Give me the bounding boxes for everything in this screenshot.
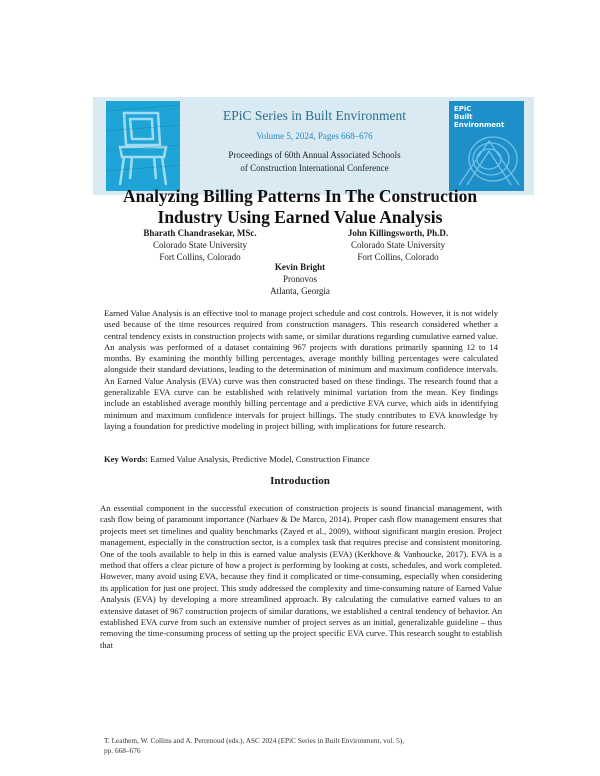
series-title: EPiC Series in Built Environment <box>223 108 406 123</box>
author-block <box>318 227 478 263</box>
logo-text-line: Environment <box>454 121 505 129</box>
paper-title <box>60 186 540 228</box>
chair-logo <box>106 101 180 191</box>
citation-footer <box>104 736 514 756</box>
author-location: Fort Collins, Colorado <box>357 252 439 262</box>
logo-text <box>454 105 504 129</box>
footer-line: T. Leathem, W. Collins and A. Perrenoud (eds.), ASC 2024 (EPiC Series in Built Environment, vol. 5), <box>104 736 405 745</box>
author-name: Kevin Bright <box>274 262 326 272</box>
logo-text-line: Built <box>454 113 473 121</box>
author-location: Fort Collins, Colorado <box>159 252 241 262</box>
author-block <box>110 227 290 263</box>
section-body: An essential component in the successful execution of construction projects is sound financial management, with cash flow being of paramount importance (Narbaev & De Marco, 2014). Proper cash flow management ensures that projects meet set timelines and quality benchmarks (Zayed et al., 2009), without significant margin erosion. Project management, especially in the construction sector, is a complex task that requires precise and consistent monitoring. One of the tools available to help in this is earned value analysis (EVA) (Kerkhove & Vanhoucke, 2017). EVA is a method that offers a clear picture of how a project is performing by looking at costs, schedules, and work completed. However, many avoid using EVA, because they find it complicated or time-consuming, especially when considering its application for just one project. This study addressed the complexity and time-consuming nature of Earned Value Analysis (EVA) by developing a more streamlined approach. By calculating the cumulative earned values to an extensive dataset of 967 construction projects of similar durations, we established a central tendency of behavior. An established EVA curve from such an extensive number of project serves as an initial, generalizable guideline – thus removing the time-consuming process of setting up the project specific EVA curve. This research sought to establish that <box>100 503 502 650</box>
section-heading: Introduction <box>270 475 330 487</box>
abstract: Earned Value Analysis is an effective tool to manage project schedule and cost controls. However, it is not widely used because of the time resources required from construction managers. This research considered whether a central tendency exists in construction projects with same, or similar durations regarding cumulative earned value. An analysis was performed of a dataset containing 967 projects with durations primarily spanning 12 to 14 months. By examining the monthly billing percentages, average monthly billing percentages were calculated alongside their standard deviations, leading to the determination of minimum and maximum confidence intervals. An Earned Value Analysis (EVA) curve was then constructed based on these findings. The research found that a generalizable EVA curve can be established with relatively minimal variation from the mean. Key findings include an established average monthly billing percentage and a predictive EVA curve, which aids in identifying minimum and maximum confidence intervals for project billings. The study contributes to EVA knowledge by laying a foundation for predictive modeling in project billing, with implications for future research. <box>104 308 498 431</box>
author-affiliation: Pronovos <box>282 274 317 284</box>
title-line: Analyzing Billing Patterns In The Construction <box>122 186 478 206</box>
author-location: Atlanta, Georgia <box>270 286 330 296</box>
chair-icon <box>106 101 180 191</box>
author-name: John Killingsworth, Ph.D. <box>347 228 449 238</box>
proceedings-line: Proceedings of 60th Annual Associated Schools <box>228 150 401 160</box>
author-block <box>200 261 400 297</box>
epic-built-environment-logo <box>449 101 524 191</box>
proceedings <box>180 149 449 175</box>
proceedings-line: of Construction International Conference <box>240 163 389 173</box>
keywords <box>104 454 504 464</box>
volume-pages: Volume 5, 2024, Pages 668–676 <box>256 131 373 141</box>
author-affiliation: Colorado State University <box>153 240 247 250</box>
footer-line: pp. 668–676 <box>104 746 141 755</box>
keywords-label: Key Words: <box>104 454 149 464</box>
author-affiliation: Colorado State University <box>351 240 445 250</box>
logo-text-line: EPiC <box>454 105 472 113</box>
author-name: Bharath Chandrasekar, MSc. <box>143 228 257 238</box>
title-line: Industry Using Earned Value Analysis <box>157 207 443 227</box>
keywords-text: Earned Value Analysis, Predictive Model, Construction Finance <box>150 454 370 464</box>
